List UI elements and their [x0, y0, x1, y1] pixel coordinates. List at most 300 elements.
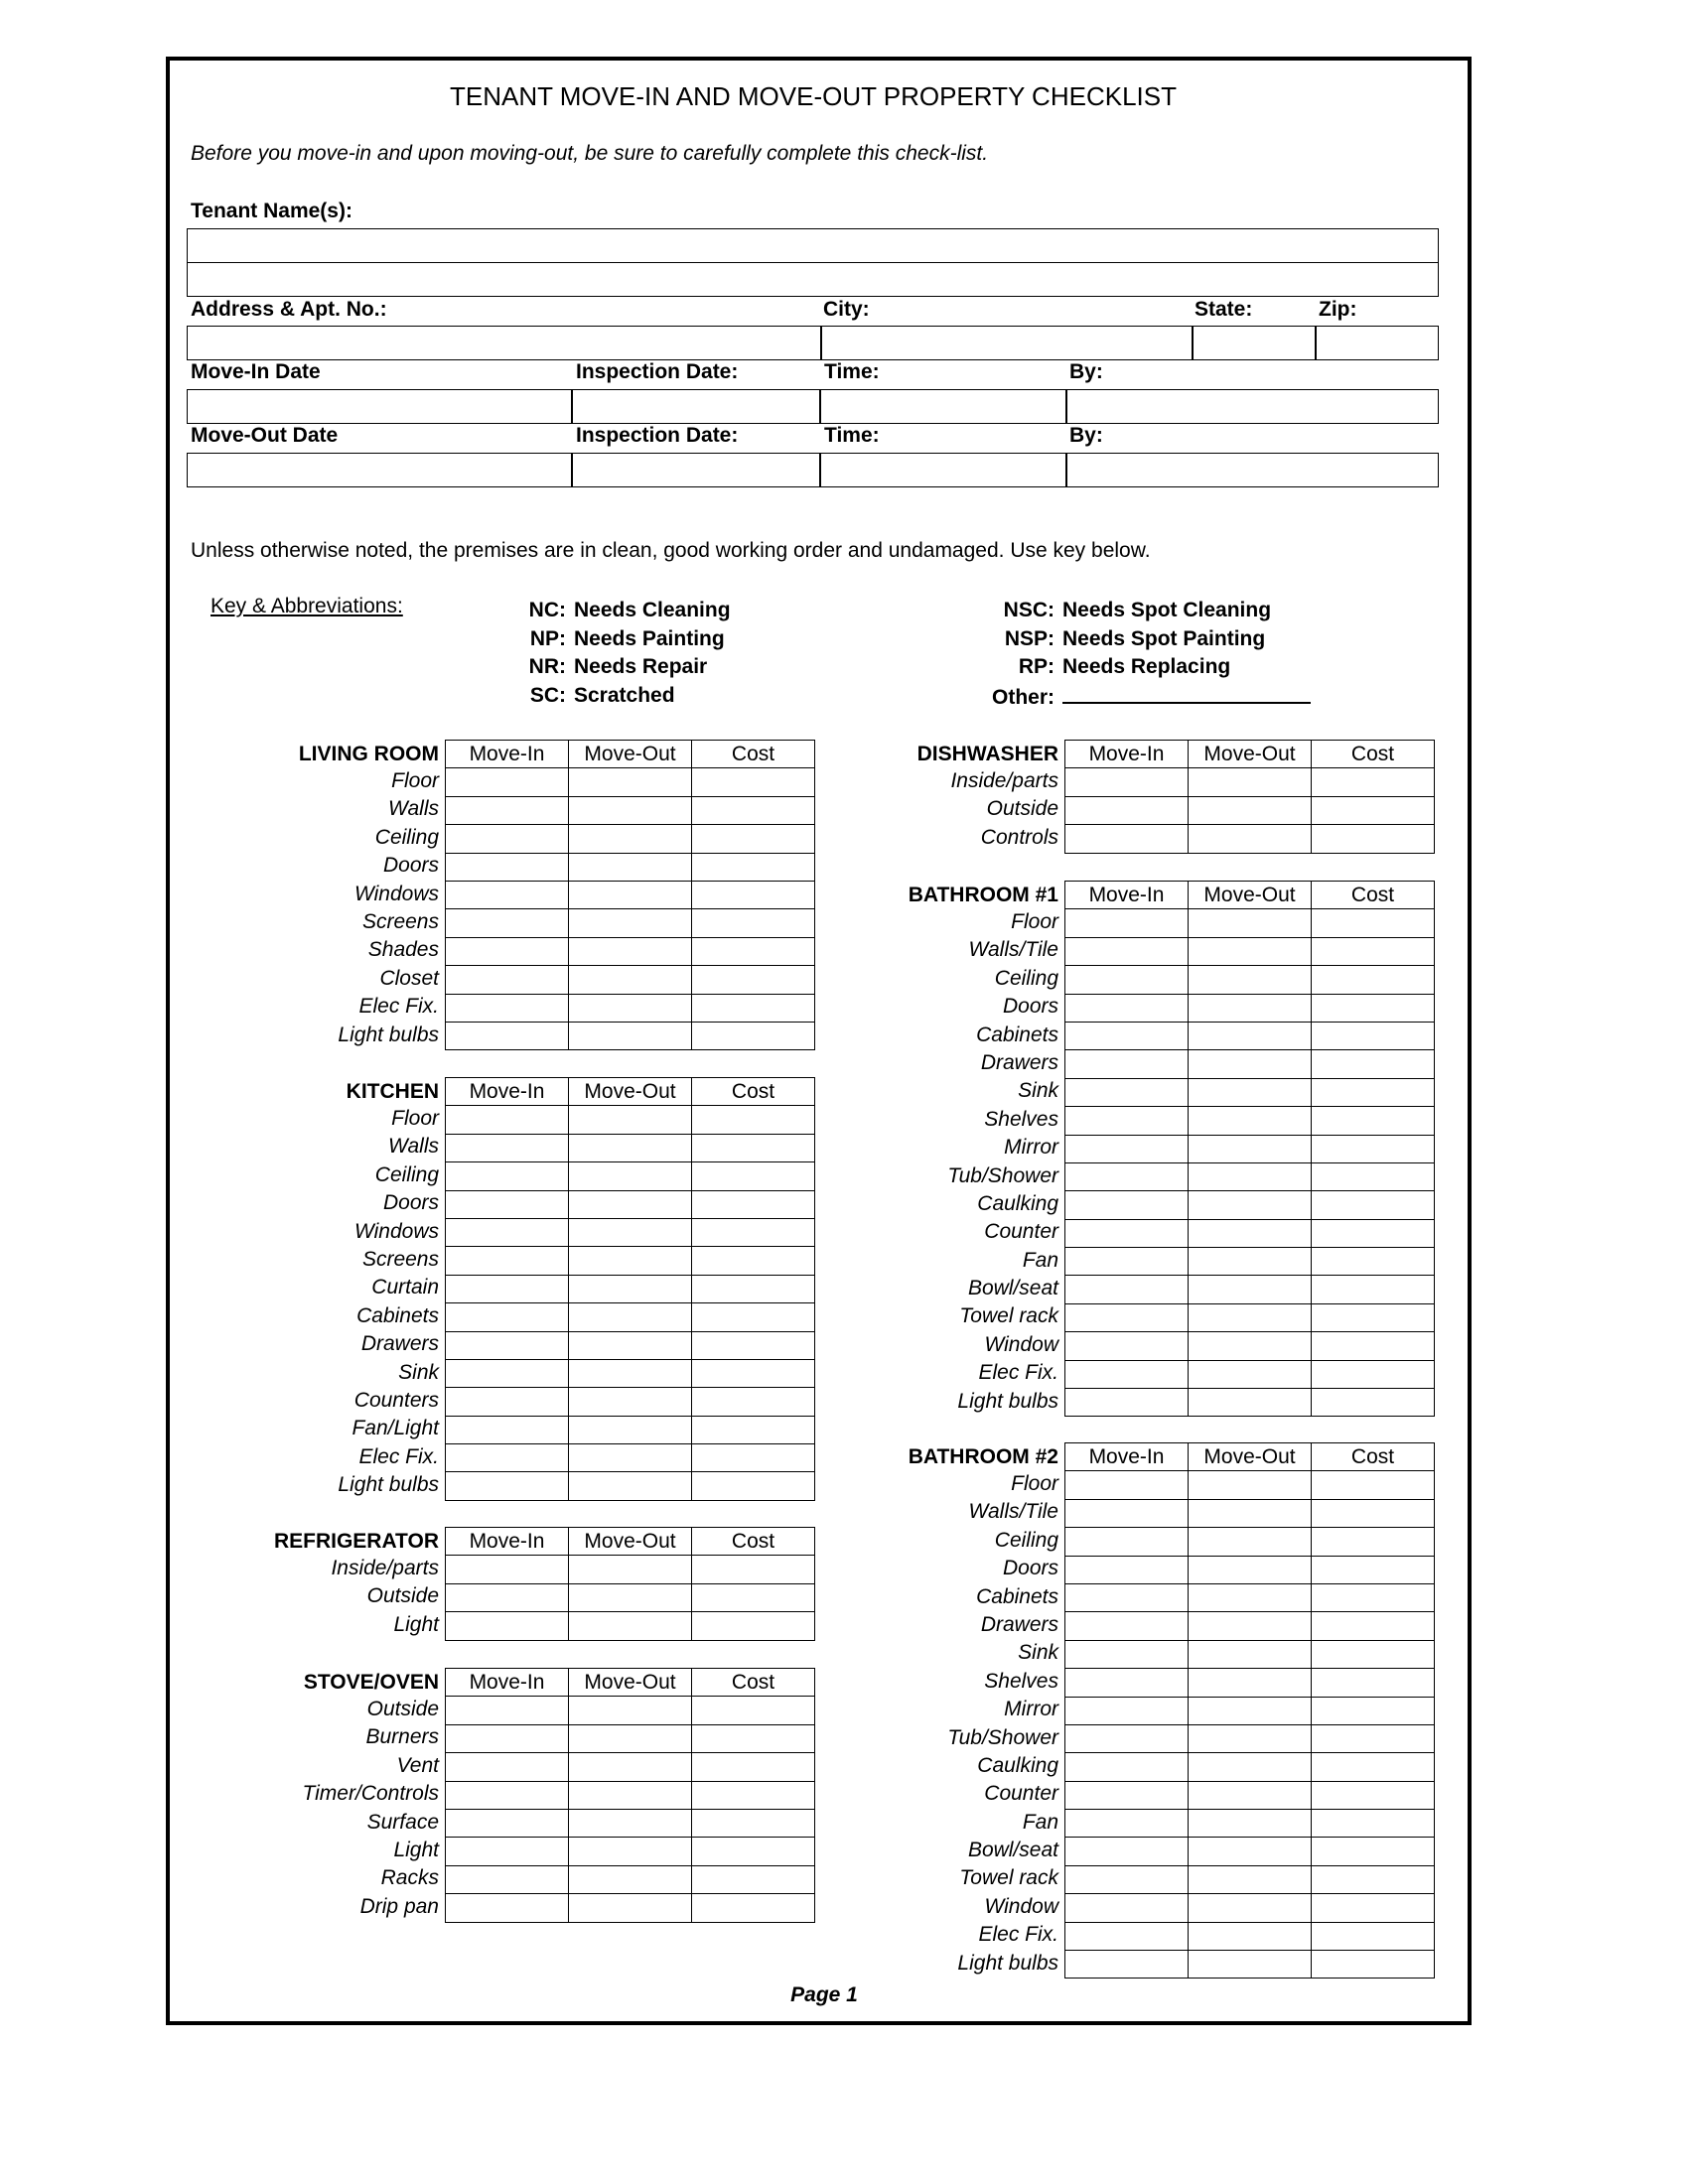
move-out-cell[interactable] [569, 937, 692, 965]
move-out-cell[interactable] [569, 1247, 692, 1275]
move-in-cell[interactable] [446, 994, 569, 1022]
move-in-cell[interactable] [1065, 1135, 1189, 1162]
cost-cell[interactable] [692, 937, 815, 965]
table-row [1065, 1697, 1435, 1724]
table-row [1065, 1078, 1435, 1106]
key-desc: Scratched [574, 683, 675, 707]
item-label: Towel rack [959, 1304, 1058, 1328]
item-label: Elec Fix. [978, 1361, 1058, 1385]
move-out-cell[interactable] [1189, 1640, 1312, 1668]
table-row [1065, 1838, 1435, 1865]
move-in-cell[interactable] [446, 909, 569, 937]
item-labels [331, 1555, 445, 1639]
move-in-time-field[interactable] [819, 389, 1067, 424]
cost-cell[interactable] [692, 1583, 815, 1611]
move-in-cell[interactable] [446, 1106, 569, 1134]
move-in-cell[interactable] [1065, 1556, 1189, 1583]
move-in-by-field[interactable] [1065, 389, 1439, 424]
move-out-cell[interactable] [569, 1865, 692, 1893]
move-out-cell[interactable] [569, 1612, 692, 1640]
column-header: Move-Out [1189, 882, 1312, 909]
cost-cell[interactable] [1312, 1556, 1435, 1583]
tenant-names-label: Tenant Name(s): [191, 200, 352, 222]
cost-cell[interactable] [1312, 1303, 1435, 1331]
table-row [1065, 1276, 1435, 1303]
column-header: Move-Out [569, 1669, 692, 1697]
cost-cell[interactable] [692, 966, 815, 994]
cost-cell[interactable] [692, 1894, 815, 1922]
move-in-cell[interactable] [446, 768, 569, 796]
move-out-cell[interactable] [1189, 1894, 1312, 1922]
move-in-cell[interactable] [1065, 1078, 1189, 1106]
move-in-cell[interactable] [1065, 1162, 1189, 1190]
move-out-cell[interactable] [1189, 1191, 1312, 1219]
move-out-cell[interactable] [1189, 966, 1312, 994]
cost-cell[interactable] [692, 1331, 815, 1359]
move-in-cell[interactable] [1065, 937, 1189, 965]
move-in-cell[interactable] [446, 1894, 569, 1922]
move-in-cell[interactable] [446, 1781, 569, 1809]
column-header: Cost [1312, 882, 1435, 909]
move-in-cell[interactable] [446, 796, 569, 824]
cost-cell[interactable] [1312, 1922, 1435, 1950]
move-out-cell[interactable] [569, 881, 692, 908]
cost-cell[interactable] [1312, 1612, 1435, 1640]
cost-cell[interactable] [1312, 1838, 1435, 1865]
cost-cell[interactable] [692, 1190, 815, 1218]
move-in-cell[interactable] [1065, 796, 1189, 824]
move-in-cell[interactable] [1065, 1865, 1189, 1893]
table-row [1065, 1022, 1435, 1049]
move-in-cell[interactable] [446, 1444, 569, 1472]
cost-cell[interactable] [692, 1359, 815, 1387]
move-out-cell[interactable] [1189, 1162, 1312, 1190]
move-out-cell[interactable] [569, 1388, 692, 1416]
move-in-cell[interactable] [446, 1275, 569, 1302]
cost-cell[interactable] [1312, 1248, 1435, 1276]
cost-cell[interactable] [692, 1134, 815, 1161]
cost-cell[interactable] [692, 1697, 815, 1724]
item-label: Floor [1011, 1472, 1058, 1495]
move-in-cell[interactable] [446, 1388, 569, 1416]
cost-cell[interactable] [692, 1303, 815, 1331]
move-in-cell[interactable] [1065, 1894, 1189, 1922]
cost-cell[interactable] [692, 1612, 815, 1640]
move-in-cell[interactable] [446, 937, 569, 965]
move-out-cell[interactable] [1189, 1669, 1312, 1697]
move-in-cell[interactable] [1065, 1922, 1189, 1950]
move-out-cell[interactable] [1189, 1276, 1312, 1303]
column-header: Move-In [446, 1669, 569, 1697]
move-in-cell[interactable] [446, 881, 569, 908]
column-header: Move-In [446, 1078, 569, 1106]
item-label: Drip pan [359, 1894, 439, 1918]
move-in-cell[interactable] [446, 1838, 569, 1865]
move-out-cell[interactable] [569, 1275, 692, 1302]
move-out-cell[interactable] [569, 1809, 692, 1837]
move-out-cell[interactable] [569, 1697, 692, 1724]
key-code: NC: [528, 599, 566, 621]
move-in-cell[interactable] [1065, 1781, 1189, 1809]
move-out-cell[interactable] [569, 1444, 692, 1472]
cost-cell[interactable] [692, 881, 815, 908]
move-in-cell[interactable] [1065, 1360, 1189, 1388]
move-out-cell[interactable] [1189, 937, 1312, 965]
cost-cell[interactable] [1312, 1107, 1435, 1135]
move-out-cell[interactable] [1189, 994, 1312, 1022]
move-out-cell[interactable] [1189, 1528, 1312, 1556]
move-out-cell[interactable] [1189, 1951, 1312, 1979]
cost-cell[interactable] [1312, 1276, 1435, 1303]
move-out-cell[interactable] [1189, 1810, 1312, 1838]
move-out-cell[interactable] [1189, 825, 1312, 853]
move-out-cell[interactable] [569, 1894, 692, 1922]
move-out-cell[interactable] [1189, 1248, 1312, 1276]
move-out-cell[interactable] [569, 1781, 692, 1809]
cost-cell[interactable] [1312, 1781, 1435, 1809]
move-in-cell[interactable] [446, 1162, 569, 1190]
cost-cell[interactable] [1312, 1471, 1435, 1499]
section-title: KITCHEN [346, 1080, 439, 1103]
move-out-cell[interactable] [569, 994, 692, 1022]
table-row [1065, 1219, 1435, 1247]
cost-cell[interactable] [1312, 1162, 1435, 1190]
cost-cell[interactable] [692, 1275, 815, 1302]
move-in-cell[interactable] [1065, 1810, 1189, 1838]
move-out-cell[interactable] [569, 1134, 692, 1161]
table-row [446, 1416, 815, 1443]
move-in-cell[interactable] [1065, 1471, 1189, 1499]
cost-cell[interactable] [692, 1022, 815, 1049]
move-out-cell[interactable] [569, 825, 692, 853]
move-in-cell[interactable] [1065, 1107, 1189, 1135]
move-in-cell[interactable] [1065, 1612, 1189, 1640]
address-label: Address & Apt. No.: [191, 298, 387, 321]
move-out-cell[interactable] [1189, 1107, 1312, 1135]
move-out-cell[interactable] [569, 1303, 692, 1331]
move-in-cell[interactable] [446, 1556, 569, 1583]
cost-cell[interactable] [1312, 909, 1435, 937]
table-header [1065, 741, 1435, 768]
table-row [446, 853, 815, 881]
move-out-by-field[interactable] [1065, 453, 1439, 487]
move-in-cell[interactable] [1065, 909, 1189, 937]
table-row [1065, 994, 1435, 1022]
cost-cell[interactable] [692, 1388, 815, 1416]
move-out-cell[interactable] [1189, 909, 1312, 937]
cost-cell[interactable] [692, 1556, 815, 1583]
move-in-cell[interactable] [1065, 1669, 1189, 1697]
move-in-cell[interactable] [1065, 1303, 1189, 1331]
move-out-cell[interactable] [1189, 1556, 1312, 1583]
cost-cell[interactable] [692, 825, 815, 853]
move-in-cell[interactable] [1065, 1838, 1189, 1865]
move-in-cell[interactable] [1065, 1697, 1189, 1724]
cost-cell[interactable] [692, 1838, 815, 1865]
move-out-cell[interactable] [569, 909, 692, 937]
move-in-cell[interactable] [1065, 825, 1189, 853]
move-out-cell[interactable] [569, 1416, 692, 1443]
item-label: Vent [396, 1753, 439, 1777]
item-label: Screens [361, 1247, 439, 1271]
cost-cell[interactable] [692, 1162, 815, 1190]
cost-cell[interactable] [1312, 1332, 1435, 1360]
cost-cell[interactable] [1312, 1583, 1435, 1611]
cost-cell[interactable] [1312, 937, 1435, 965]
move-in-cell[interactable] [446, 1218, 569, 1246]
table-row [1065, 1583, 1435, 1611]
move-in-cell[interactable] [446, 825, 569, 853]
move-in-cell[interactable] [1065, 1389, 1189, 1417]
move-out-cell[interactable] [569, 1162, 692, 1190]
item-label: Walls [388, 1135, 439, 1159]
move-out-cell[interactable] [1189, 1078, 1312, 1106]
move-out-cell[interactable] [569, 853, 692, 881]
move-in-cell[interactable] [446, 1809, 569, 1837]
move-out-cell[interactable] [1189, 1922, 1312, 1950]
cost-cell[interactable] [1312, 1640, 1435, 1668]
cost-cell[interactable] [692, 1753, 815, 1781]
city-field[interactable] [820, 326, 1194, 360]
move-out-cell[interactable] [1189, 1865, 1312, 1893]
move-out-cell[interactable] [569, 1359, 692, 1387]
move-in-cell[interactable] [446, 1583, 569, 1611]
tenant-name-field-1[interactable] [187, 228, 1439, 263]
cost-cell[interactable] [1312, 1951, 1435, 1979]
move-in-cell[interactable] [1065, 1050, 1189, 1078]
item-label: Mirror [1004, 1136, 1058, 1160]
table-row [446, 1134, 815, 1161]
move-out-cell[interactable] [569, 1106, 692, 1134]
move-in-cell[interactable] [446, 853, 569, 881]
item-label: Elec Fix. [358, 995, 439, 1019]
move-in-cell[interactable] [446, 1190, 569, 1218]
move-out-cell[interactable] [1189, 1583, 1312, 1611]
state-field[interactable] [1192, 326, 1317, 360]
move-in-cell[interactable] [446, 1247, 569, 1275]
cost-cell[interactable] [1312, 1810, 1435, 1838]
table-row [1065, 1669, 1435, 1697]
cost-cell[interactable] [692, 853, 815, 881]
move-out-by-label: By: [1069, 424, 1103, 447]
move-in-cell[interactable] [1065, 994, 1189, 1022]
cost-cell[interactable] [1312, 1078, 1435, 1106]
move-out-cell[interactable] [1189, 1612, 1312, 1640]
move-out-cell[interactable] [1189, 796, 1312, 824]
cost-cell[interactable] [1312, 1528, 1435, 1556]
cost-cell[interactable] [1312, 994, 1435, 1022]
item-labels [338, 767, 445, 1049]
move-out-inspection-field[interactable] [571, 453, 821, 487]
cost-cell[interactable] [692, 796, 815, 824]
move-out-cell[interactable] [1189, 1724, 1312, 1752]
table-row [1065, 825, 1435, 853]
cost-cell[interactable] [692, 909, 815, 937]
move-in-cell[interactable] [1065, 1724, 1189, 1752]
cost-cell[interactable] [692, 1781, 815, 1809]
move-out-cell[interactable] [1189, 1360, 1312, 1388]
item-label: Sink [1018, 1641, 1058, 1665]
move-out-cell[interactable] [569, 1472, 692, 1500]
cost-cell[interactable] [1312, 1697, 1435, 1724]
move-in-cell[interactable] [1065, 1583, 1189, 1611]
item-label: Ceiling [374, 1162, 439, 1186]
move-in-cell[interactable] [1065, 1951, 1189, 1979]
move-out-time-field[interactable] [819, 453, 1067, 487]
move-out-cell[interactable] [1189, 1332, 1312, 1360]
move-out-cell[interactable] [1189, 1050, 1312, 1078]
move-in-cell[interactable] [446, 1753, 569, 1781]
move-in-cell[interactable] [1065, 1191, 1189, 1219]
cost-cell[interactable] [1312, 1724, 1435, 1752]
cost-cell[interactable] [1312, 1191, 1435, 1219]
cost-cell[interactable] [692, 1724, 815, 1752]
move-in-cell[interactable] [446, 1612, 569, 1640]
cost-cell[interactable] [1312, 768, 1435, 796]
cost-cell[interactable] [1312, 796, 1435, 824]
table-header [1065, 1443, 1435, 1471]
item-label: Doors [382, 1191, 439, 1215]
cost-cell[interactable] [692, 1444, 815, 1472]
move-out-cell[interactable] [1189, 1499, 1312, 1527]
move-out-cell[interactable] [1189, 1838, 1312, 1865]
checklist-table [445, 1668, 815, 1923]
move-in-cell[interactable] [446, 966, 569, 994]
key-heading: Key & Abbreviations: [211, 595, 403, 617]
cost-cell[interactable] [1312, 1669, 1435, 1697]
cost-cell[interactable] [1312, 1499, 1435, 1527]
cost-cell[interactable] [692, 1218, 815, 1246]
move-out-cell[interactable] [569, 1556, 692, 1583]
cost-cell[interactable] [1312, 1022, 1435, 1049]
table-row [1065, 937, 1435, 965]
column-header: Move-Out [569, 741, 692, 768]
move-out-cell[interactable] [1189, 1753, 1312, 1781]
cost-cell[interactable] [692, 768, 815, 796]
move-out-cell[interactable] [1189, 1471, 1312, 1499]
cost-cell[interactable] [1312, 1219, 1435, 1247]
move-in-date-field[interactable] [187, 389, 573, 424]
move-in-cell[interactable] [1065, 1640, 1189, 1668]
move-in-cell[interactable] [446, 1331, 569, 1359]
cost-cell[interactable] [692, 1865, 815, 1893]
move-in-cell[interactable] [446, 1303, 569, 1331]
cost-cell[interactable] [1312, 1050, 1435, 1078]
cost-cell[interactable] [1312, 966, 1435, 994]
move-out-cell[interactable] [569, 1218, 692, 1246]
cost-cell[interactable] [1312, 1135, 1435, 1162]
move-in-cell[interactable] [1065, 1022, 1189, 1049]
cost-cell[interactable] [1312, 1865, 1435, 1893]
table-row [446, 1472, 815, 1500]
move-out-cell[interactable] [569, 1331, 692, 1359]
cost-cell[interactable] [1312, 1360, 1435, 1388]
move-in-cell[interactable] [1065, 1276, 1189, 1303]
table-row [446, 1809, 815, 1837]
move-in-cell[interactable] [1065, 1219, 1189, 1247]
other-blank-line[interactable] [1062, 684, 1311, 704]
move-in-cell[interactable] [1065, 966, 1189, 994]
table-row [446, 1894, 815, 1922]
item-label: Walls [388, 797, 439, 821]
column-header: Cost [1312, 1443, 1435, 1471]
move-out-cell[interactable] [569, 1753, 692, 1781]
cost-cell[interactable] [692, 994, 815, 1022]
move-in-cell[interactable] [446, 1022, 569, 1049]
move-out-cell[interactable] [569, 1838, 692, 1865]
section-kitchen [338, 1077, 815, 1501]
tenant-name-field-2[interactable] [187, 262, 1439, 297]
move-in-cell[interactable] [446, 1472, 569, 1500]
move-in-cell[interactable] [446, 1724, 569, 1752]
move-out-cell[interactable] [569, 768, 692, 796]
move-in-cell[interactable] [1065, 1528, 1189, 1556]
move-out-cell[interactable] [1189, 1022, 1312, 1049]
column-header: Cost [692, 1669, 815, 1697]
move-in-cell[interactable] [446, 1697, 569, 1724]
item-label: Shades [367, 938, 439, 962]
cost-cell[interactable] [1312, 1894, 1435, 1922]
move-in-cell[interactable] [446, 1416, 569, 1443]
table-row [1065, 796, 1435, 824]
move-out-cell[interactable] [1189, 1219, 1312, 1247]
cost-cell[interactable] [692, 1247, 815, 1275]
move-out-cell[interactable] [1189, 1781, 1312, 1809]
move-in-cell[interactable] [446, 1865, 569, 1893]
item-label: Doors [382, 854, 439, 878]
move-out-cell[interactable] [569, 966, 692, 994]
move-in-cell[interactable] [1065, 768, 1189, 796]
table-row [1065, 1248, 1435, 1276]
move-out-cell[interactable] [1189, 1303, 1312, 1331]
move-out-cell[interactable] [1189, 1389, 1312, 1417]
move-out-cell[interactable] [1189, 768, 1312, 796]
move-in-cell[interactable] [1065, 1332, 1189, 1360]
move-out-cell[interactable] [1189, 1697, 1312, 1724]
cost-cell[interactable] [692, 1809, 815, 1837]
move-out-cell[interactable] [569, 1190, 692, 1218]
move-in-inspection-field[interactable] [571, 389, 821, 424]
move-in-cell[interactable] [446, 1134, 569, 1161]
checklist-table [1064, 1442, 1435, 1979]
item-label: Light bulbs [338, 1023, 439, 1046]
section-title: REFRIGERATOR [273, 1530, 439, 1553]
table-row [446, 966, 815, 994]
move-out-cell[interactable] [1189, 1135, 1312, 1162]
cost-cell[interactable] [692, 1416, 815, 1443]
cost-cell[interactable] [692, 1472, 815, 1500]
move-in-cell[interactable] [446, 1359, 569, 1387]
cost-cell[interactable] [1312, 1753, 1435, 1781]
cost-cell[interactable] [692, 1106, 815, 1134]
cost-cell[interactable] [1312, 825, 1435, 853]
move-out-cell[interactable] [569, 1583, 692, 1611]
item-label: Elec Fix. [358, 1444, 439, 1468]
city-label: City: [823, 298, 870, 321]
move-out-cell[interactable] [569, 1022, 692, 1049]
table-row [1065, 768, 1435, 796]
item-label: Floor [391, 769, 439, 792]
cost-cell[interactable] [1312, 1389, 1435, 1417]
address-field[interactable] [187, 326, 822, 360]
move-in-cell[interactable] [1065, 1499, 1189, 1527]
move-out-date-field[interactable] [187, 453, 573, 487]
move-in-cell[interactable] [1065, 1753, 1189, 1781]
move-out-cell[interactable] [569, 1724, 692, 1752]
move-out-cell[interactable] [569, 796, 692, 824]
move-in-cell[interactable] [1065, 1248, 1189, 1276]
zip-field[interactable] [1315, 326, 1439, 360]
